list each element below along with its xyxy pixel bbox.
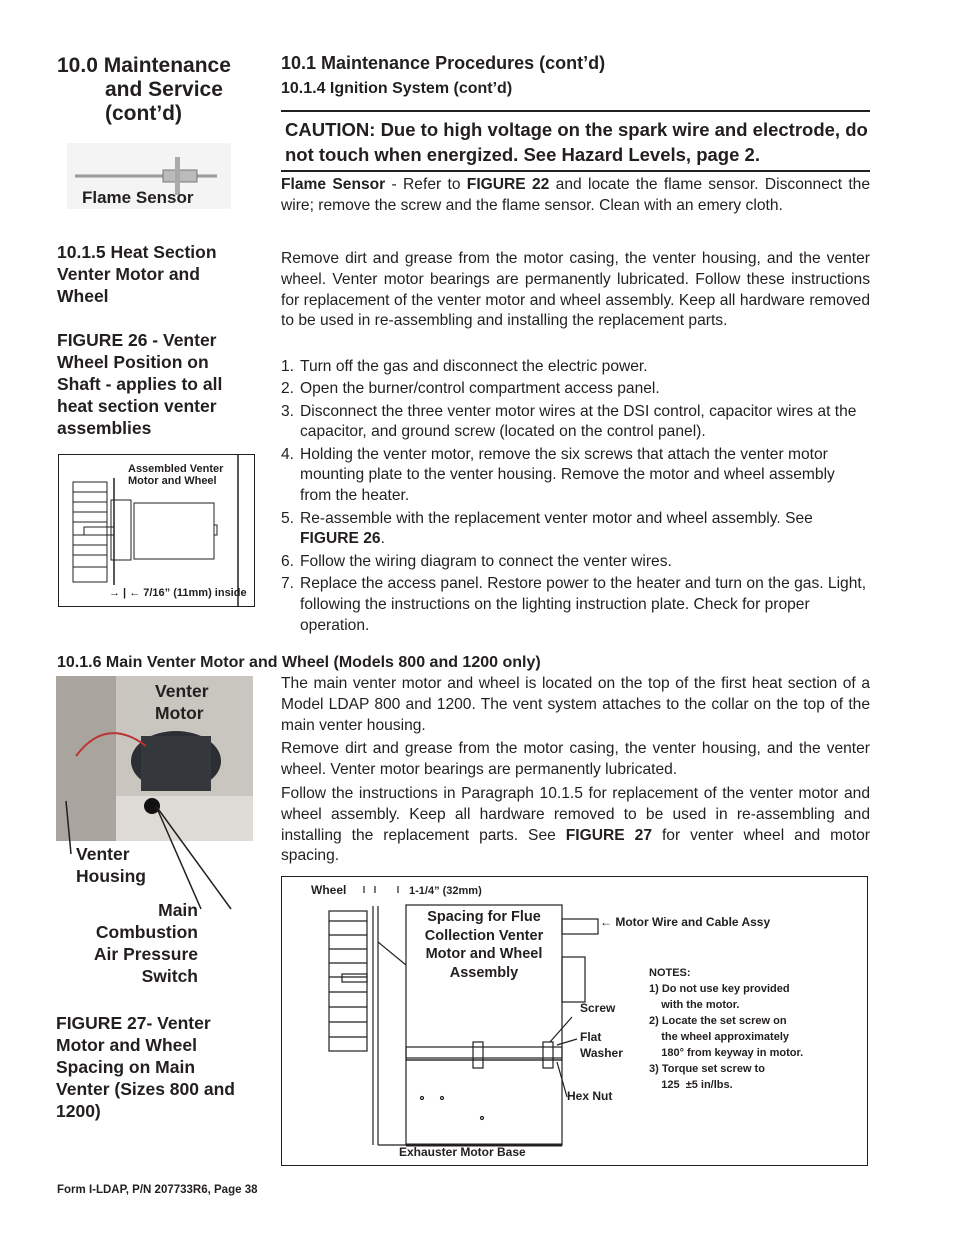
procedures-heading: 10.1 Maintenance Procedures (cont’d) xyxy=(281,53,606,73)
figure-ref: FIGURE 26 xyxy=(300,530,381,548)
step-text: Re-assemble with the replacement venter motor and wheel assembly. See xyxy=(300,509,813,527)
main-venter-p3 xyxy=(281,784,870,867)
venter-intro-paragraph: Remove dirt and grease from the motor casing, the venter housing, and the venter wheel. Venter motor bearings are permanently lubricated. Follow these instructions for replacement of the venter motor and wheel assembly. Keep all hardware removed to be used in re-assembling and installing the replacement parts. xyxy=(281,250,870,330)
step xyxy=(281,402,870,444)
figure-ref: FIGURE 27 xyxy=(565,826,652,844)
section-title-line: 10.0 Maintenance xyxy=(57,54,231,77)
label-line: Motor and Wheel xyxy=(128,475,217,487)
step-text: Replace the access panel. Restore power to the heater and turn on the gas. Light, following the instructions on the lighting instruction plate. Check for proper operation. xyxy=(300,574,867,634)
title-line: Assembly xyxy=(449,964,519,981)
label-line: Flat xyxy=(580,1030,602,1044)
text: - Refer to xyxy=(385,176,467,193)
caption-line: Venter (Sizes 800 and xyxy=(56,1079,235,1099)
note-line: 180° from keyway in motor. xyxy=(649,1047,804,1059)
divider xyxy=(281,170,870,172)
wire-label: ← Motor Wire and Cable Assy xyxy=(600,915,771,929)
procedure-steps xyxy=(281,357,870,638)
step-number: 6. xyxy=(281,552,295,570)
washer-label xyxy=(580,1029,623,1061)
step-text: Follow the wiring diagram to connect the venter wires. xyxy=(300,552,672,570)
step-number: 1. xyxy=(281,358,295,375)
caption-line: FIGURE 26 - Venter xyxy=(57,330,217,350)
pressure-switch-label xyxy=(84,899,198,987)
dimension-text: 7/16” (11mm) inside xyxy=(143,587,247,599)
caption-line: Shaft - applies to all xyxy=(57,374,223,394)
section-title-line: (cont’d) xyxy=(105,102,182,125)
text: Follow the instructions in Paragraph 10.1.5 for replacement of the venter motor and wheel assembly. Keep all hardware removed to be used in re-assembling and installing the replacement parts. See xyxy=(281,785,870,844)
step-text: Disconnect the three venter motor wires at the DSI control, capacitor wires at the capacitor, and ground screw (located on the control panel). xyxy=(300,402,857,441)
figure-ref: FIGURE 22 xyxy=(466,176,550,193)
ignition-subheading: 10.1.4 Ignition System (cont’d) xyxy=(281,80,513,97)
figure26-label xyxy=(128,463,223,487)
note-line: 2) Locate the set screw on xyxy=(649,1015,787,1027)
caption-line: heat section venter xyxy=(57,396,217,416)
step-text: . xyxy=(380,530,385,548)
note-line: with the motor. xyxy=(649,999,740,1011)
heat-section-title xyxy=(57,241,217,307)
hex-nut-label: Hex Nut xyxy=(567,1089,613,1103)
caption-line: assemblies xyxy=(57,418,152,438)
label-line: Venter xyxy=(76,844,130,864)
figure27-caption xyxy=(56,1012,235,1122)
note-line: 1) Do not use key provided xyxy=(649,983,790,995)
caption-line: Motor and Wheel xyxy=(56,1035,197,1055)
step-number: 4. xyxy=(281,445,295,463)
step-text: Turn off the gas and disconnect the electric power. xyxy=(300,358,648,375)
flame-sensor-caption: Flame Sensor xyxy=(82,188,194,207)
step xyxy=(281,357,870,378)
notes-title: NOTES: xyxy=(649,967,691,979)
motor-base-label: Exhauster Motor Base xyxy=(399,1145,526,1159)
note-line: 125 ±5 in/lbs. xyxy=(649,1079,733,1091)
caution-text: CAUTION: Due to high voltage on the spark wire and electrode, do not touch when energized. See Hazard Levels, page 2. xyxy=(285,119,868,165)
caption-line: 1200) xyxy=(56,1101,101,1121)
title-line: Motor and Wheel xyxy=(425,946,543,962)
step-number: 2. xyxy=(281,380,295,398)
venter-housing-label xyxy=(76,843,146,887)
figure26-dimension: → | ← 7/16” (11mm) inside xyxy=(109,587,247,599)
text: and locate the flame sensor. Disconnect the wire; remove the screw and the flame sensor. Clean with an emery cloth. xyxy=(281,176,871,214)
section-title-line: and Service xyxy=(105,78,223,101)
step xyxy=(281,552,870,573)
venter-motor-label xyxy=(155,680,209,724)
label-line: Switch xyxy=(141,966,198,986)
step xyxy=(281,445,870,507)
title-line: Wheel xyxy=(57,286,109,306)
section-title xyxy=(57,54,231,126)
flame-sensor-bold: Flame Sensor xyxy=(281,176,386,193)
step-text: Open the burner/control compartment access panel. xyxy=(300,380,660,398)
figure26-diagram xyxy=(58,454,255,607)
step xyxy=(281,379,870,400)
title-line: Spacing for Flue xyxy=(427,909,541,925)
step xyxy=(281,509,870,551)
note-line: 3) Torque set screw to xyxy=(649,1063,765,1075)
label-line: Main xyxy=(158,900,198,920)
flame-sensor-paragraph xyxy=(281,175,870,217)
wire-text: Motor Wire and Cable Assy xyxy=(615,915,771,929)
caption-line: FIGURE 27- Venter xyxy=(56,1013,211,1033)
label-line: Motor xyxy=(155,703,204,723)
label-line: Assembled Venter xyxy=(128,463,224,475)
step xyxy=(281,574,870,636)
page-footer: Form I-LDAP, P/N 207733R6, Page 38 xyxy=(57,1184,258,1196)
title-line: 10.1.5 Heat Section xyxy=(57,242,217,262)
step-number: 3. xyxy=(281,402,295,420)
caption-line: Spacing on Main xyxy=(56,1057,196,1077)
title-line: Collection Venter xyxy=(424,927,544,944)
main-venter-heading: 10.1.6 Main Venter Motor and Wheel (Models 800 and 1200 only) xyxy=(57,654,541,671)
screw-label: Screw xyxy=(580,1001,616,1015)
main-venter-p1: The main venter motor and wheel is located on the top of the first heat section of a Model LDAP 800 and 1200. The vent system attaches to the collar on the top of the main venter housing. xyxy=(281,675,870,734)
caption-line: Wheel Position on xyxy=(57,352,209,372)
notes xyxy=(649,965,803,1093)
step-text: Holding the venter motor, remove the six screws that attach the venter motor mounting plate to the venter housing. Remove the motor and wheel assembly from the heater. xyxy=(300,445,835,505)
main-venter-p2: Remove dirt and grease from the motor casing, the venter housing, and the venter wheel. Venter motor bearings are permanently lubricated. xyxy=(281,740,870,778)
figure27-diagram xyxy=(281,876,868,1166)
divider xyxy=(281,110,870,112)
text: for venter wheel and motor spacing. xyxy=(281,826,871,865)
wheel-label: Wheel xyxy=(311,883,347,897)
spacing-dimension: 1-1/4” (32mm) xyxy=(409,885,482,897)
step-number: 7. xyxy=(281,574,295,592)
title-line: Venter Motor and xyxy=(57,264,200,284)
assembly-title xyxy=(406,908,562,982)
label-line: Air Pressure xyxy=(93,944,198,964)
note-line: the wheel approximately xyxy=(649,1031,789,1043)
step-number: 5. xyxy=(281,509,295,527)
label-line: Venter xyxy=(155,681,209,701)
figure26-caption xyxy=(57,329,222,439)
label-line: Housing xyxy=(76,866,146,886)
label-line: Washer xyxy=(580,1046,623,1060)
label-line: Combustion xyxy=(95,922,198,942)
